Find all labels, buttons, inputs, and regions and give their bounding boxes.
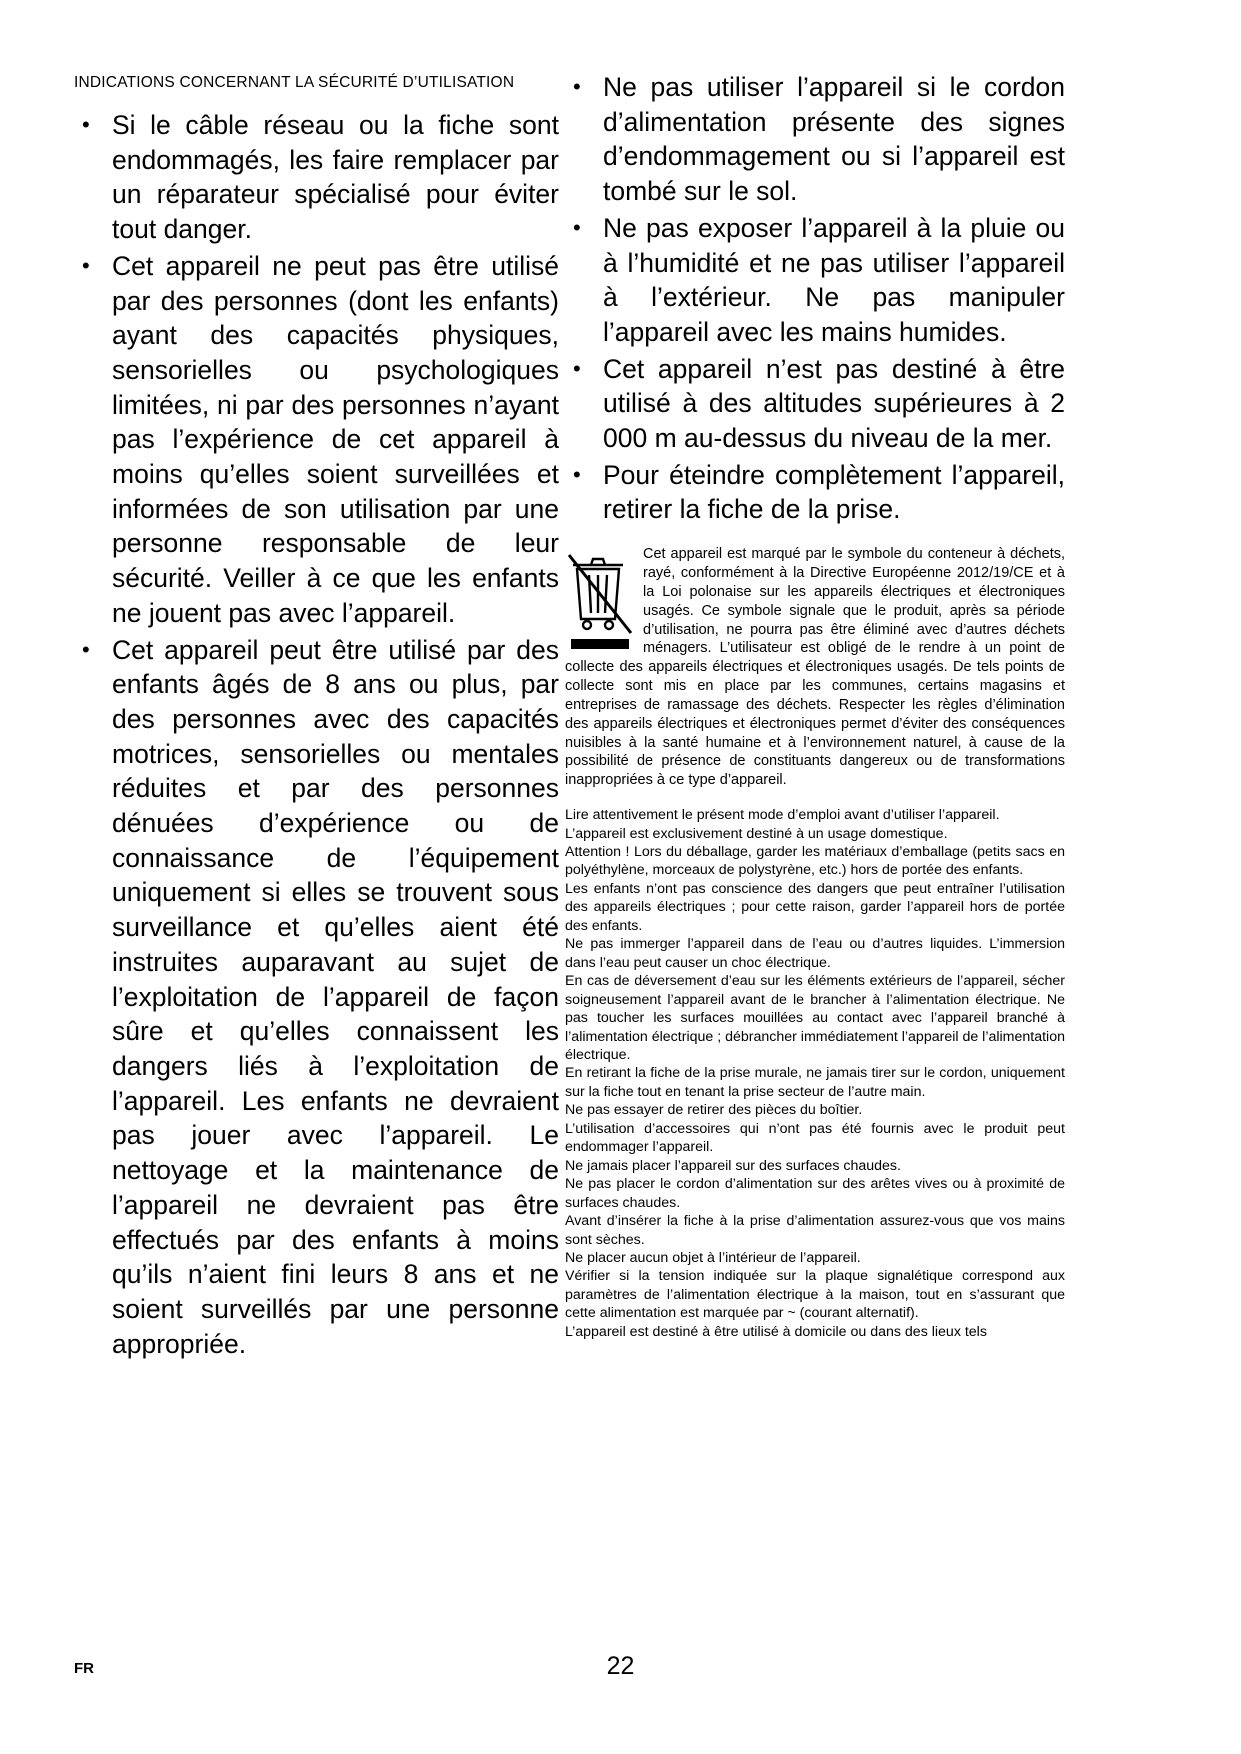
- instruction-line: L’utilisation d’accessoires qui n’ont pas été fournis avec le produit peut endommager l’appareil.: [565, 1120, 1065, 1156]
- safety-bullet-list-left: [74, 108, 559, 1361]
- instruction-line: Ne jamais placer l’appareil sur des surfaces chaudes.: [565, 1157, 901, 1174]
- instruction-line: L’appareil est exclusivement destiné à un usage domestique.: [565, 825, 948, 842]
- right-column: [565, 70, 1065, 1341]
- instruction-line: Ne pas placer le cordon d’alimentation sur des arêtes vives ou à proximité de surfaces chaudes.: [565, 1176, 1065, 1211]
- list-item: • Cet appareil peut être utilisé par des enfants âgés de 8 ans ou plus, par des personnes avec des capacités motrices, sensorielles ou mentales réduites et par des personnes dénuées d’expérience ou de connaissance de l’équipement uniquement si elles se trouvent sous surveillance et qu’elles aient été instruites auparavant au sujet de l’exploitation de l’appareil de façon sûre et qu’elles connaissent les dangers liés à l’exploitation de l’appareil. Les enfants ne devraient pas jouer avec l’appareil. Le nettoyage et la maintenance de l’appareil ne devraient pas être effectués par des enfants à moins qu’ils n’aient fini leurs 8 ans et ne soient surveillés par une personne appropriée.: [74, 633, 559, 1362]
- list-item: • Ne pas utiliser l’appareil si le cordon d’alimentation présente des signes d’endommagement ou si l’appareil est tombé sur le sol.: [565, 70, 1065, 209]
- instruction-line: Ne placer aucun objet à l’intérieur de l’appareil.: [565, 1249, 861, 1266]
- instruction-line: L’appareil est destiné à être utilisé à domicile ou dans des lieux tels: [565, 1323, 987, 1340]
- list-item: • Si le câble réseau ou la fiche sont endommagés, les faire remplacer par un réparateur spécialisé pour éviter tout danger.: [74, 108, 559, 247]
- instruction-line: Lire attentivement le présent mode d’emploi avant d’utiliser l’appareil.: [565, 807, 1000, 824]
- page-number: 22: [606, 1652, 635, 1680]
- safety-bullet-list-right: [565, 70, 1065, 527]
- instruction-line: En retirant la fiche de la prise murale, ne jamais tirer sur le cordon, uniquement sur la fiche tout en tenant la prise secteur de l’autre main.: [565, 1065, 1065, 1100]
- list-item: • Cet appareil n’est pas destiné à être utilisé à des altitudes supérieures à 2 000 m au-dessus du niveau de la mer.: [565, 352, 1065, 456]
- list-item: • Cet appareil ne peut pas être utilisé par des personnes (dont les enfants) ayant des capacités physiques, sensorielles ou psychologiques limitées, ni par des personnes n’ayant pas l’expérience de cet appareil à moins qu’elles soient surveillées et informées de son utilisation par une personne responsable de leur sécurité. Veiller à ce que les enfants ne jouent pas avec l’appareil.: [74, 249, 559, 631]
- instruction-line: Ne pas essayer de retirer des pièces du boîtier.: [565, 1102, 863, 1119]
- list-item: • Pour éteindre complètement l’appareil, retirer la fiche de la prise.: [565, 458, 1065, 527]
- instruction-line: Avant d’insérer la fiche à la prise d’alimentation assurez-vous que vos mains sont sèches.: [565, 1213, 1065, 1248]
- crossed-out-wheelie-bin-icon: [565, 547, 635, 652]
- instruction-line: Ne pas immerger l’appareil dans de l’eau ou d’autres liquides. L’immersion dans l’eau peut causer un choc électrique.: [565, 936, 1065, 971]
- left-column: [74, 108, 559, 1363]
- instruction-line: Les enfants n’ont pas conscience des dangers que peut entraîner l’utilisation des appareils électriques ; pour cette raison, garder l’appareil hors de portée des enfants.: [565, 880, 1065, 934]
- instruction-line: Attention ! Lors du déballage, garder les matériaux d’emballage (petits sacs en polyéthylène, morceaux de polystyrène, etc.) hors de portée des enfants.: [565, 844, 1065, 879]
- instruction-line: En cas de déversement d’eau sur les éléments extérieurs de l’appareil, sécher soigneusement l’appareil avant de le brancher à l’alimentation électrique. Ne pas toucher les surfaces mouillées au contact avec l’appareil branché à l’alimentation électrique ; débrancher immédiatement l’appareil de l’alimentation électrique.: [565, 973, 1065, 1063]
- instruction-line: Vérifier si la tension indiquée sur la plaque signalétique correspond aux paramètres de l’alimentation électrique à la maison, tout en s’assurant que cette alimentation est marquée par ~ (courant alternatif).: [565, 1268, 1065, 1322]
- footer-language: FR: [74, 1660, 94, 1677]
- list-item: • Ne pas exposer l’appareil à la pluie ou à l’humidité et ne pas utiliser l’appareil à l’extérieur. Ne pas manipuler l’appareil avec les mains humides.: [565, 211, 1065, 350]
- weee-notice-block: [565, 545, 1065, 790]
- general-instructions-block: [565, 806, 1065, 1341]
- page-header: INDICATIONS CONCERNANT LA SÉCURITÉ D’UTILISATION: [74, 74, 515, 91]
- weee-notice-text: Cet appareil est marqué par le symbole du conteneur à déchets, rayé, conformément à la Directive Européenne 2012/19/CE et à la Loi polonaise sur les appareils électriques et électroniques usagés. Ce symbole signale que le produit, après sa période d’utilisation, ne pourra pas être éliminé avec d’autres déchets ménagers. L’utilisateur est obligé de le rendre à un point de collecte des appareils électriques et électroniques usagés. De tels points de collecte sont mis en place par les communes, certains magasins et entreprises de ramassage des déchets. Respecter les règles d’élimination des appareils électriques et électroniques permet d’éviter des conséquences nuisibles à la santé humaine et à l’environnement naturel, à cause de la possibilité de présence de constituants dangereux ou de transformations inappropriées à ce type d’appareil.: [565, 546, 1065, 789]
